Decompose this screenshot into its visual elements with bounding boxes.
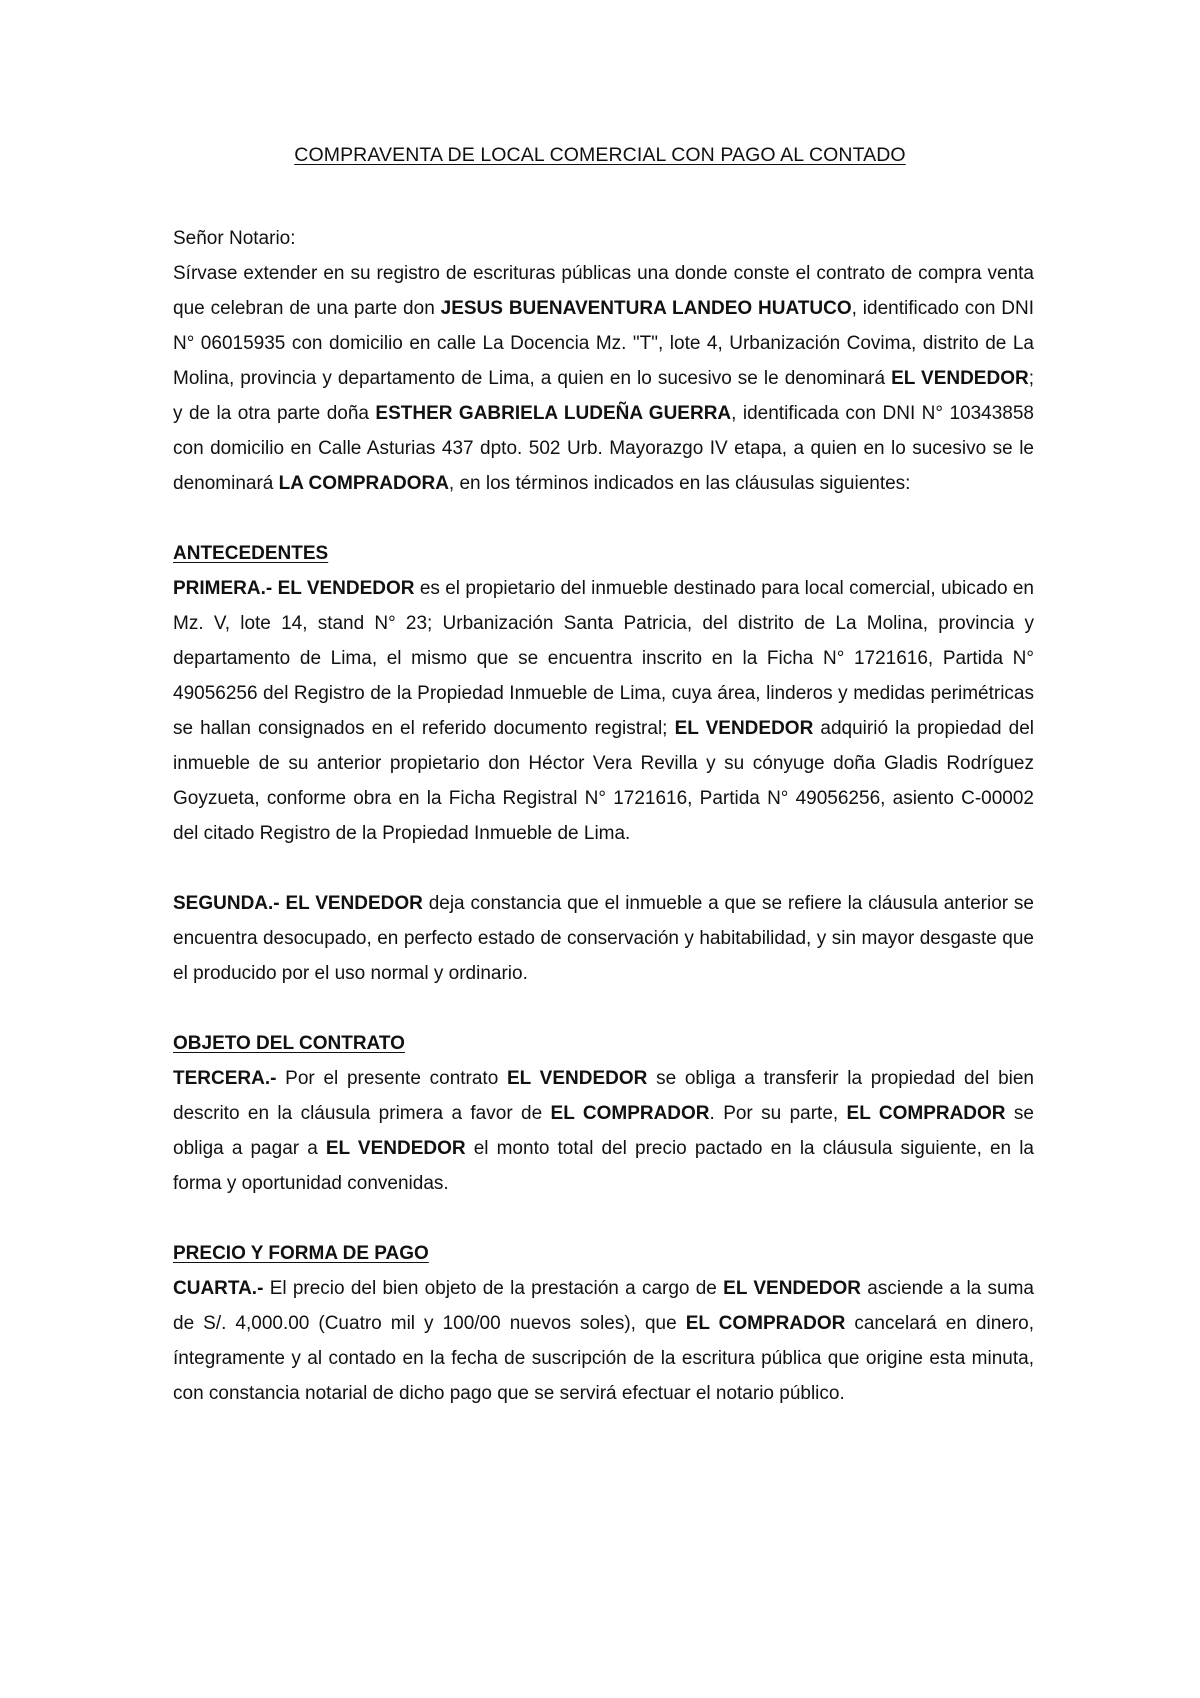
- spacer: [173, 991, 1034, 1026]
- party-reference: EL VENDEDOR: [277, 578, 415, 599]
- intro-text: Sírvase extender en su registro de escrituras públicas una donde conste el contrato de compra venta que celebran de una parte don: [173, 263, 1034, 319]
- document-title: COMPRAVENTA DE LOCAL COMERCIAL CON PAGO AL CONTADO: [294, 144, 906, 166]
- spacer: [173, 851, 1034, 886]
- section-heading-precio: PRECIO Y FORMA DE PAGO: [173, 1243, 429, 1264]
- clause-text: se obliga a pagar a: [173, 1103, 1034, 1159]
- clause-text: asciende a la suma de S/. 4,000.00 (Cuatro mil y 100/00 nuevos soles), que: [173, 1278, 1034, 1334]
- intro-text: , identificada con DNI N° 10343858 con domicilio en Calle Asturias 437 dpto. 502 Urb. Mayorazgo IV etapa, a quien en lo sucesivo se le denominará: [173, 403, 1034, 494]
- party-reference: EL VENDEDOR: [674, 718, 814, 739]
- seller-alias: EL VENDEDOR: [891, 368, 1029, 389]
- clause-cuarta: [173, 1271, 1034, 1411]
- clause-text: deja constancia que el inmueble a que se refiere la cláusula anterior se encuentra desocupado, en perfecto estado de conservación y habitabilidad, y sin mayor desgaste que el producido por el uso normal y ordinario.: [173, 893, 1035, 984]
- clause-text: . Por su parte,: [709, 1103, 847, 1124]
- intro-text: ; y de la otra parte doña: [173, 368, 1034, 424]
- clause-text: se obliga a transferir la propiedad del bien descrito en la cláusula primera a favor de: [173, 1068, 1034, 1124]
- spacer: [173, 501, 1034, 536]
- clause-segunda: [173, 886, 1034, 991]
- clause-primera: [173, 571, 1034, 851]
- clause-label: CUARTA.-: [173, 1278, 264, 1299]
- party-reference: EL VENDEDOR: [507, 1068, 648, 1089]
- party-reference: EL VENDEDOR: [325, 1138, 466, 1159]
- clause-label: SEGUNDA.-: [173, 893, 280, 914]
- section-heading-antecedentes: ANTECEDENTES: [173, 543, 329, 564]
- document-body: [173, 221, 1034, 1411]
- intro-paragraph: [173, 256, 1034, 501]
- clause-text: El precio del bien objeto de la prestación a cargo de: [263, 1278, 724, 1299]
- intro-text: , en los términos indicados en las cláusulas siguientes:: [448, 473, 911, 494]
- spacer: [173, 1201, 1034, 1236]
- clause-label: TERCERA.-: [173, 1068, 277, 1089]
- clause-text: Por el presente contrato: [276, 1068, 507, 1089]
- clause-text: adquirió la propiedad del inmueble de su anterior propietario don Héctor Vera Revilla y su cónyuge doña Gladis Rodríguez Goyzueta, conforme obra en la Ficha Registral N° 1721616, Partida N° 49056256, asiento C-00002 del citado Registro de la Propiedad Inmueble de Lima.: [173, 718, 1034, 844]
- section-heading-text: OBJETO DEL CONTRATO: [173, 1033, 405, 1054]
- intro-text: , identificado con DNI N° 06015935 con domicilio en calle La Docencia Mz. "T", lote 4, Urbanización Covima, distrito de La Molina, provincia y departamento de Lima, a quien en lo sucesivo se le denominará: [173, 298, 1034, 389]
- clause-text: es el propietario del inmueble destinado para local comercial, ubicado en Mz. V, lote 14, stand N° 23; Urbanización Santa Patricia, del distrito de La Molina, provincia y departamento de Lima, el mismo que se encuentra inscrito en la Ficha N° 1721616, Partida N° 49056256 del Registro de la Propiedad Inmueble de Lima, cuya área, linderos y medidas perimétricas se hallan consignados en el referido documento registral;: [173, 578, 1034, 739]
- clause-tercera: [173, 1061, 1034, 1201]
- section-heading-objeto: [173, 1026, 1034, 1061]
- clause-text: el monto total del precio pactado en la cláusula siguiente, en la forma y oportunidad convenidas.: [173, 1138, 1034, 1194]
- party-reference: EL COMPRADOR: [846, 1103, 1006, 1124]
- party-reference: EL VENDEDOR: [285, 893, 423, 914]
- seller-name: JESUS BUENAVENTURA LANDEO HUATUCO: [440, 298, 852, 319]
- party-reference: EL COMPRADOR: [685, 1313, 846, 1334]
- party-reference: EL COMPRADOR: [550, 1103, 710, 1124]
- salutation: Señor Notario:: [173, 228, 296, 249]
- party-reference: EL VENDEDOR: [723, 1278, 862, 1299]
- clause-text: cancelará en dinero, íntegramente y al contado en la fecha de suscripción de la escritura pública que origine esta minuta, con constancia notarial de dicho pago que se servirá efectuar el notario público.: [173, 1313, 1034, 1404]
- clause-label: PRIMERA.-: [173, 578, 273, 599]
- buyer-alias: LA COMPRADORA: [278, 473, 449, 494]
- buyer-name: ESTHER GABRIELA LUDEÑA GUERRA: [375, 403, 732, 424]
